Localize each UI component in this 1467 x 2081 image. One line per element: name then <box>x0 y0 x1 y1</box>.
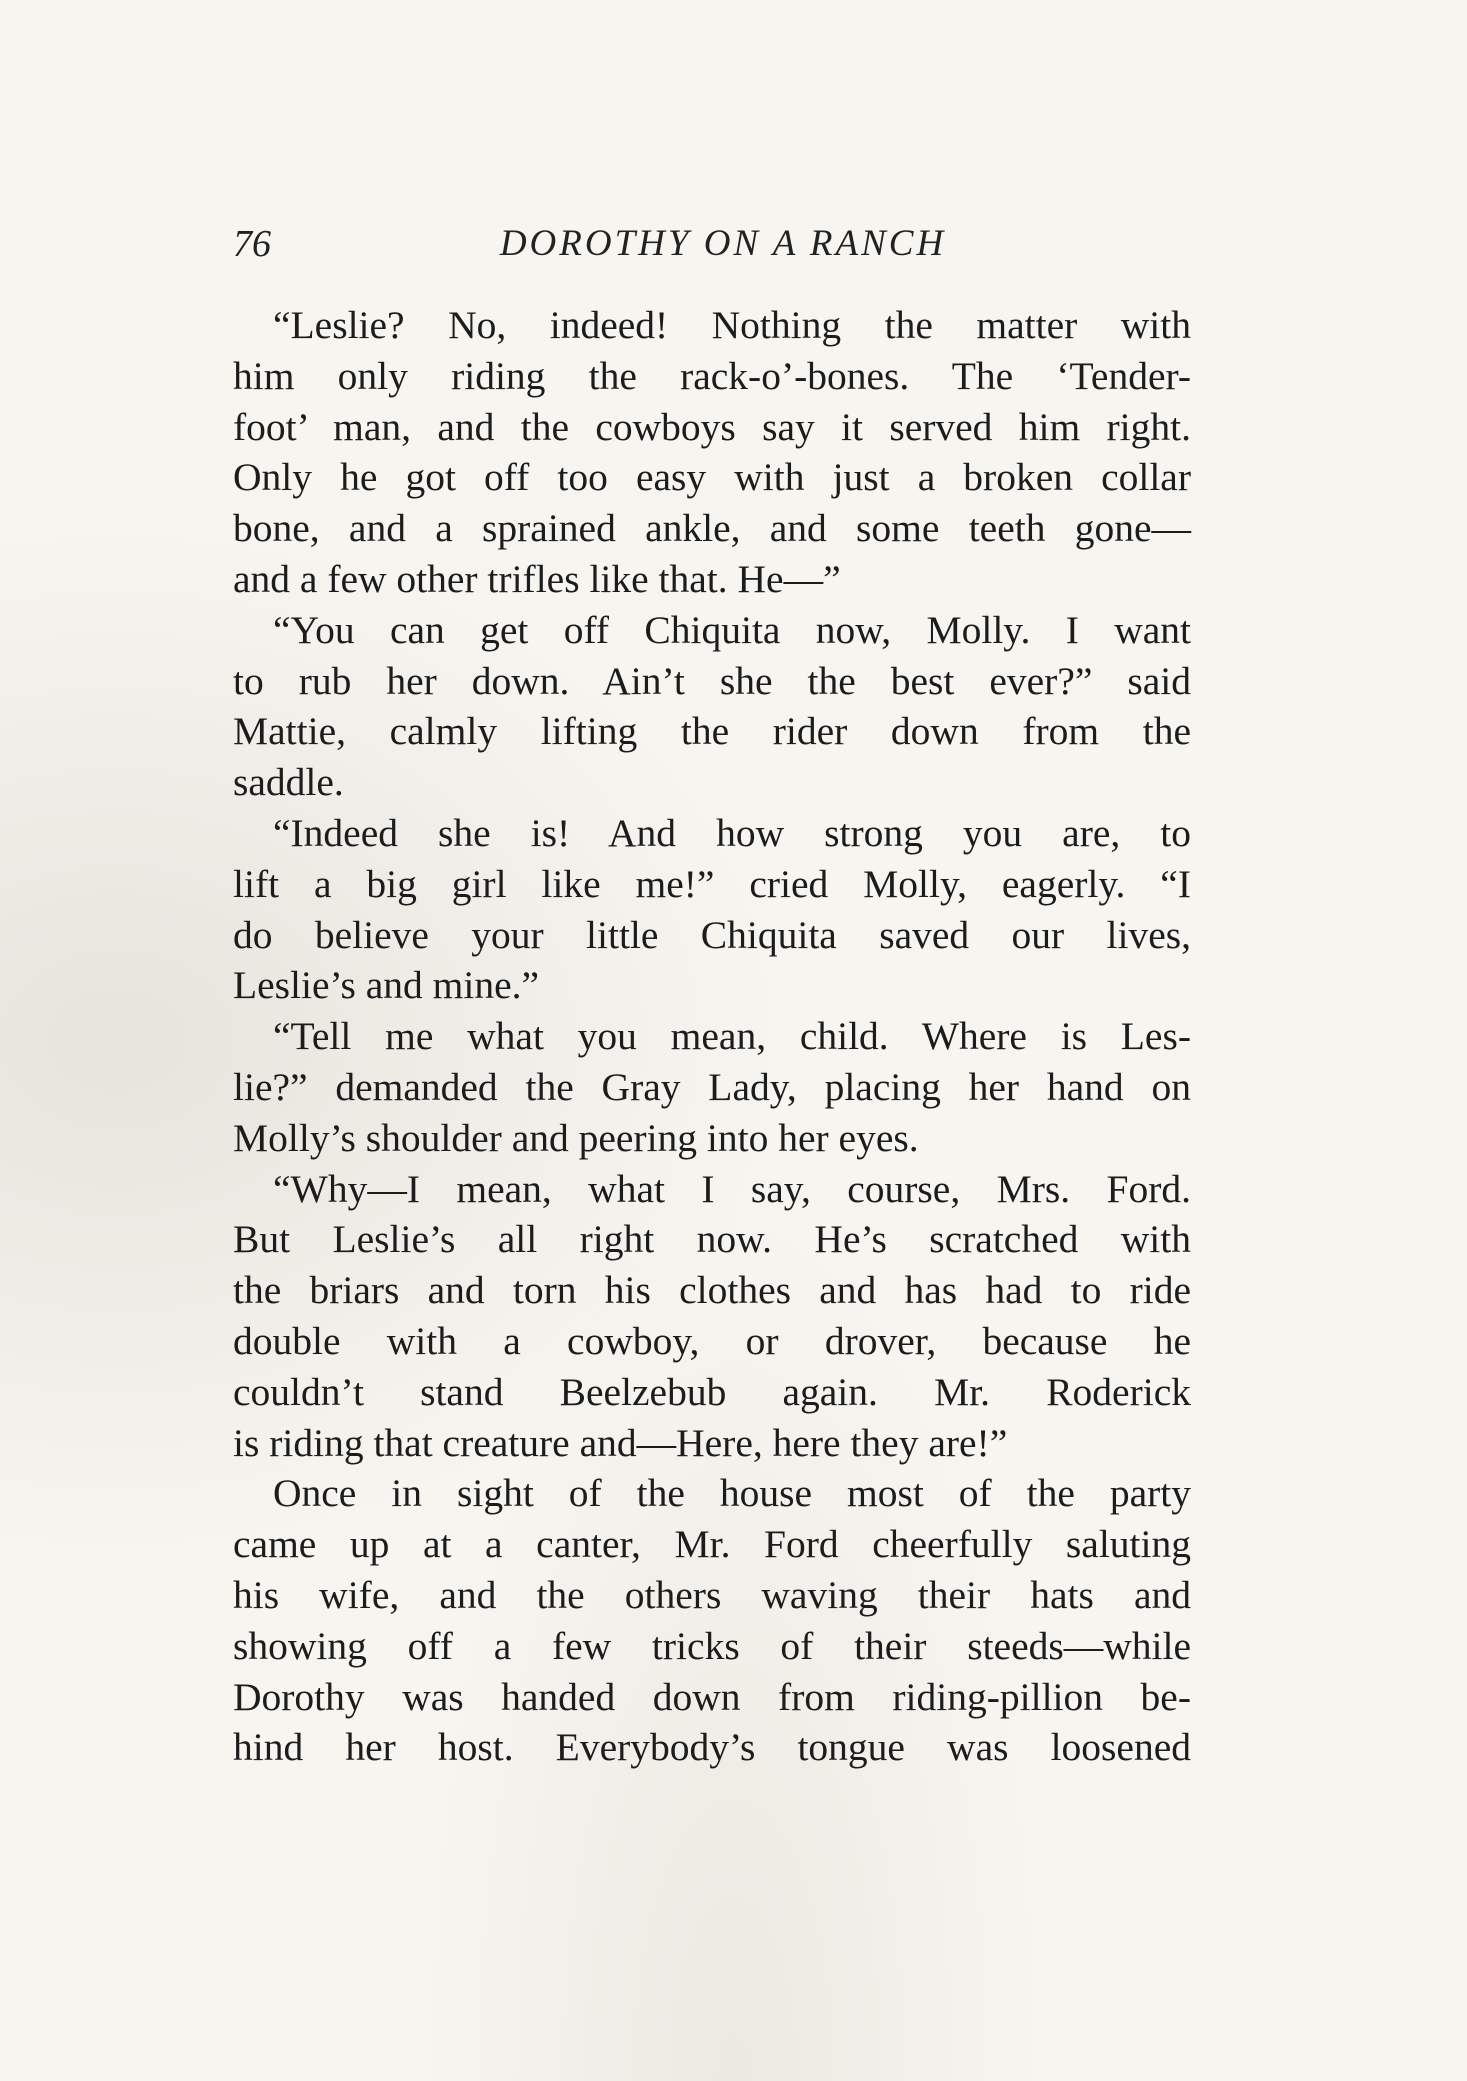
text-line: Mattie, calmly lifting the rider down from the <box>233 709 1191 754</box>
paragraph-1 <box>233 300 1191 605</box>
text-line: “Why—I mean, what I say, course, Mrs. Ford. <box>273 1166 1191 1211</box>
paragraph-2 <box>233 605 1191 808</box>
text-line: to rub her down. Ain’t she the best ever?” said <box>233 658 1191 703</box>
text-line: foot’ man, and the cowboys say it served him right. <box>233 404 1191 449</box>
text-line: “Leslie? No, indeed! Nothing the matter with <box>273 303 1191 347</box>
text-line: But Leslie’s all right now. He’s scratched with <box>233 1217 1191 1262</box>
page-header <box>233 222 1193 282</box>
text-line: Molly’s shoulder and peering into her eyes. <box>233 1115 919 1160</box>
running-head: DOROTHY ON A RANCH <box>499 223 947 264</box>
text-line: the briars and torn his clothes and has had to ride <box>233 1268 1191 1313</box>
paragraph-3 <box>233 808 1191 1011</box>
text-line: Dorothy was handed down from riding-pillion be- <box>233 1674 1191 1719</box>
text-line: “Indeed she is! And how strong you are, to <box>273 810 1191 855</box>
text-line: Leslie’s and mine.” <box>233 963 540 1008</box>
text-line: “You can get off Chiquita now, Molly. I want <box>273 607 1191 652</box>
text-line: couldn’t stand Beelzebub again. Mr. Roderick <box>233 1369 1191 1414</box>
text-line: saddle. <box>233 760 344 805</box>
text-line: his wife, and the others waving their hats and <box>233 1572 1191 1617</box>
text-line: is riding that creature and—Here, here they are!” <box>233 1420 1008 1465</box>
paragraph-4 <box>233 1011 1191 1163</box>
body-text <box>233 300 1191 1773</box>
text-line: Only he got off too easy with just a broken collar <box>233 455 1191 500</box>
text-line: lift a big girl like me!” cried Molly, eagerly. “I <box>233 861 1191 906</box>
text-line: and a few other trifles like that. He—” <box>233 556 841 601</box>
text-line: came up at a canter, Mr. Ford cheerfully saluting <box>233 1522 1191 1567</box>
paragraph-5 <box>233 1164 1191 1469</box>
page-number: 76 <box>233 223 271 265</box>
text-line: do believe your little Chiquita saved our lives, <box>233 912 1191 957</box>
text-line: him only riding the rack-o’-bones. The ‘Tender- <box>233 353 1191 398</box>
text-line: showing off a few tricks of their steeds—while <box>233 1623 1191 1668</box>
text-line: bone, and a sprained ankle, and some teeth gone— <box>233 506 1191 551</box>
paragraph-6 <box>233 1468 1191 1773</box>
text-line: “Tell me what you mean, child. Where is Les- <box>273 1014 1191 1059</box>
text-line: lie?” demanded the Gray Lady, placing her hand on <box>233 1064 1191 1109</box>
text-line: Once in sight of the house most of the party <box>273 1471 1191 1516</box>
text-line: hind her host. Everybody’s tongue was loosened <box>233 1725 1191 1770</box>
text-line: double with a cowboy, or drover, because he <box>233 1318 1191 1363</box>
